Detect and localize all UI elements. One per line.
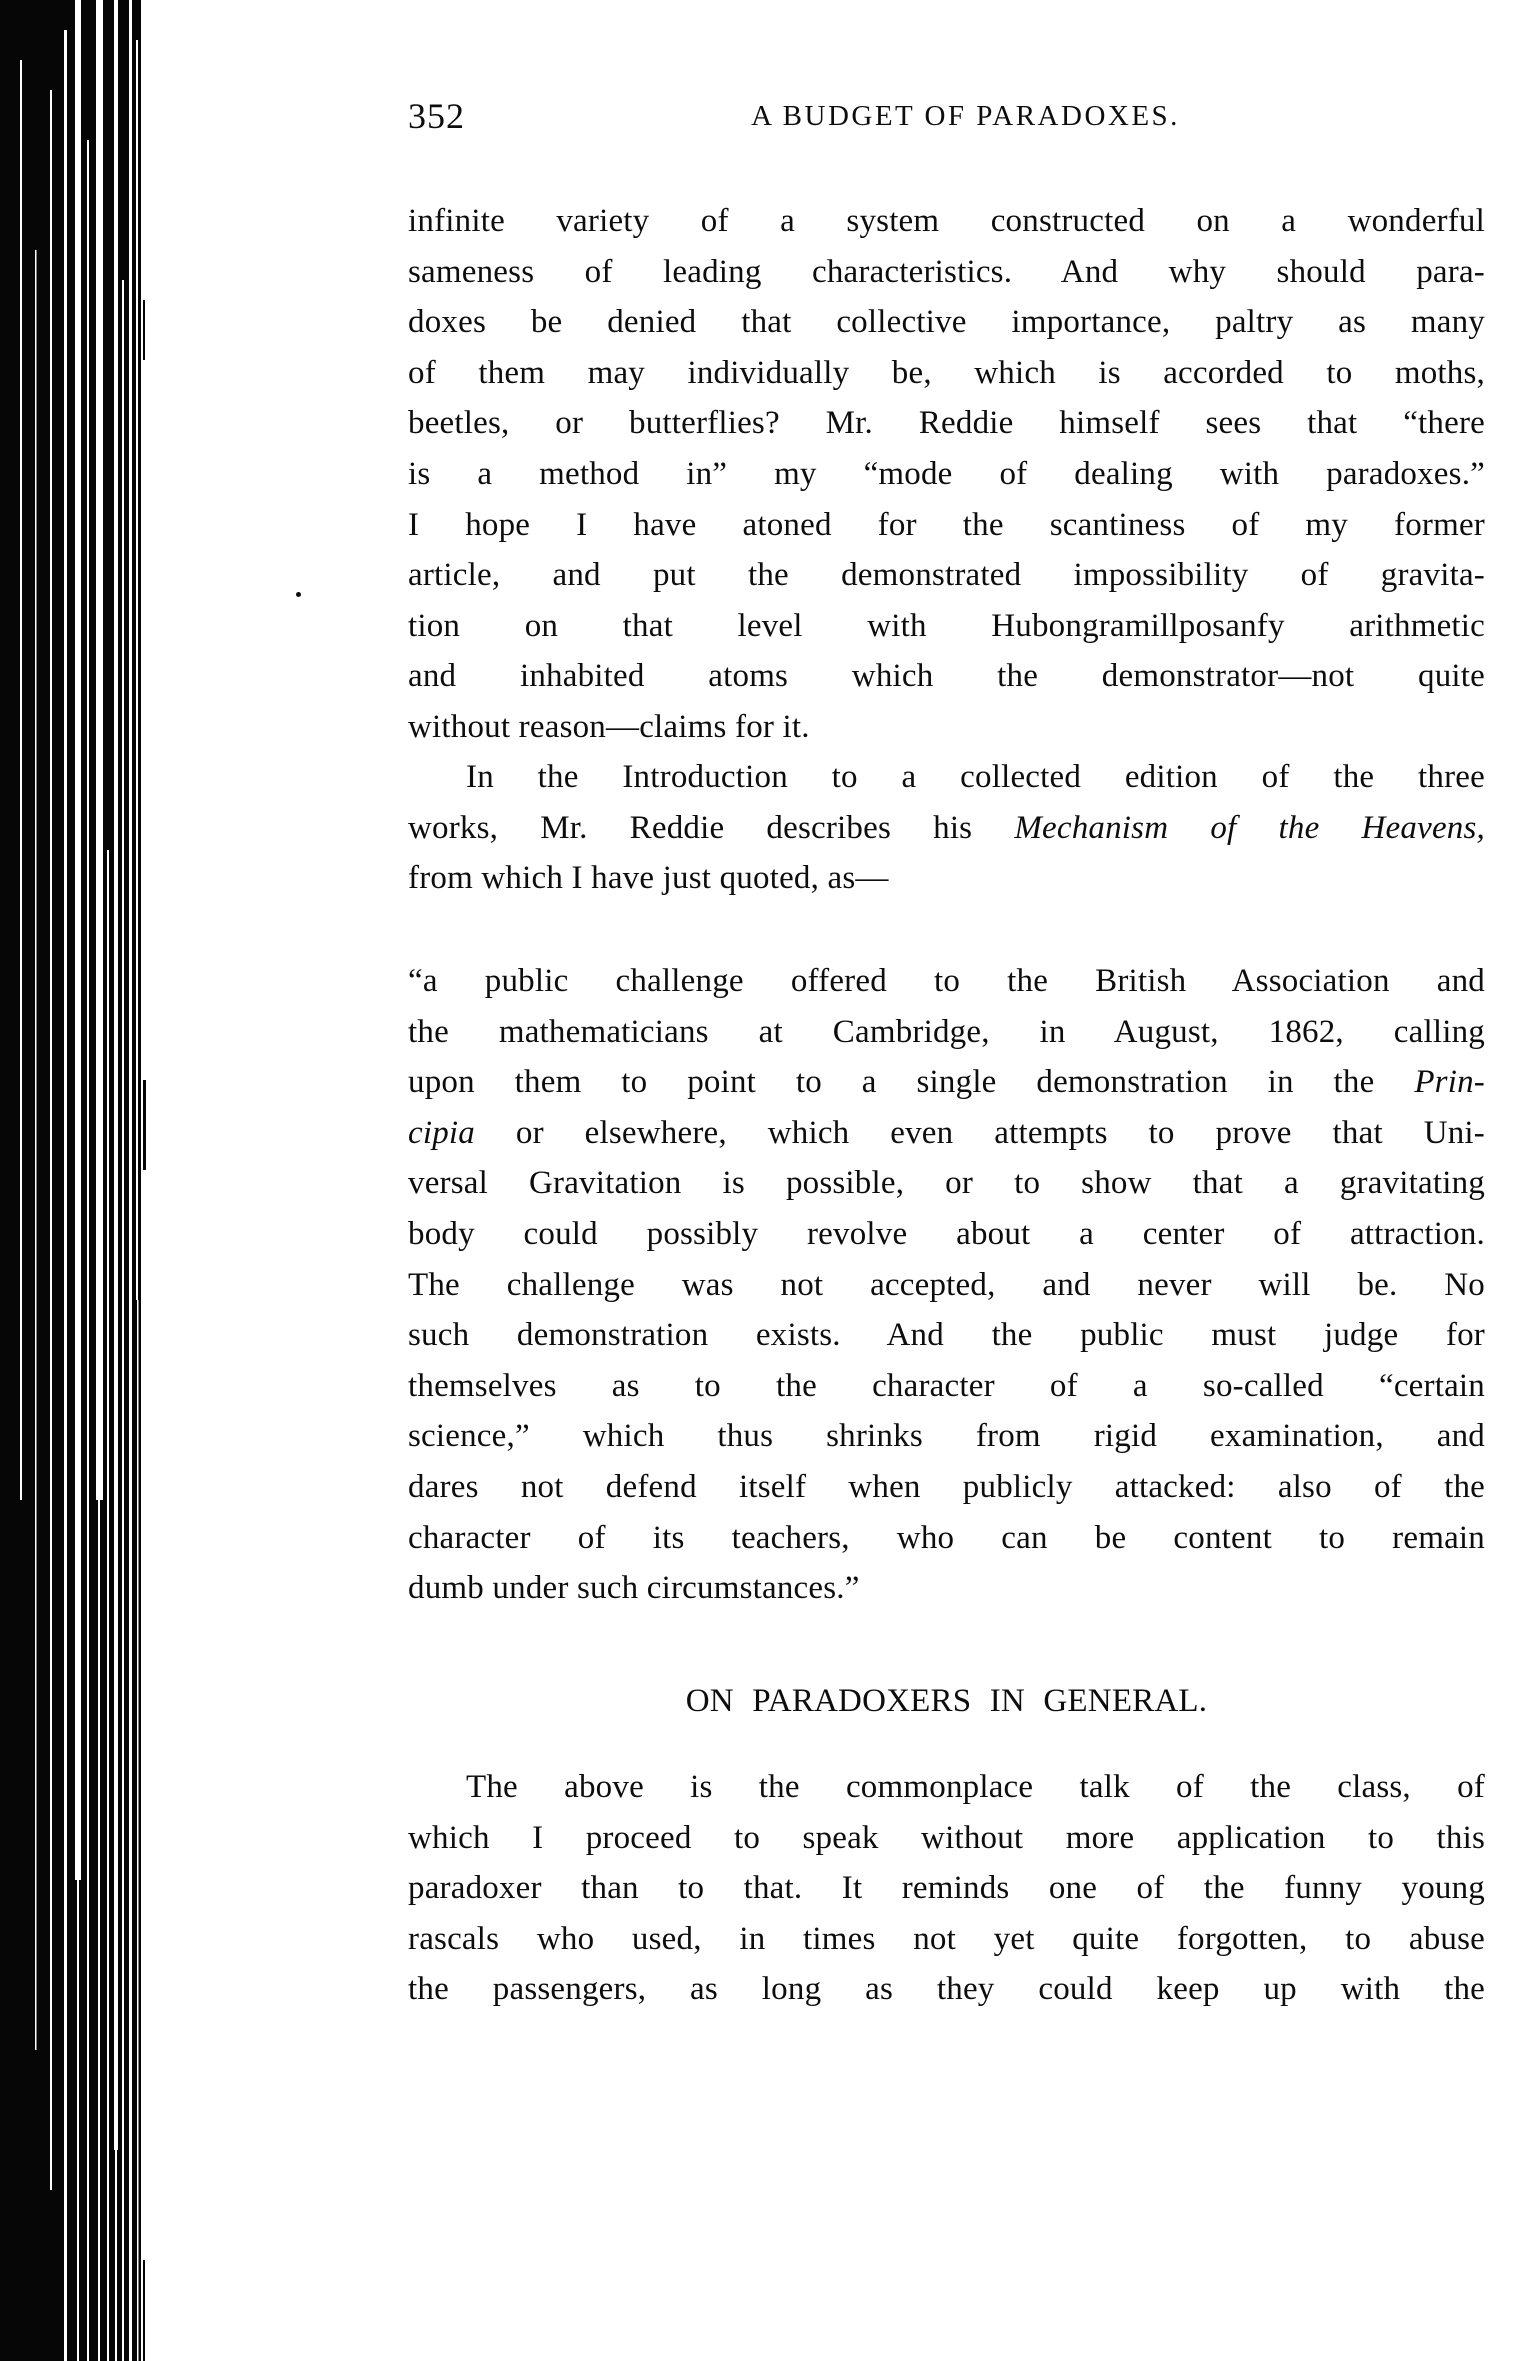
text-segment: is a method in” my “mode of dealing with paradoxes.” (408, 455, 1485, 492)
text-line (408, 1563, 1485, 1614)
text-segment: of them may individually be, which is accorded to moths, (408, 354, 1485, 391)
text-segment: The above is the commonplace talk of the class, of (466, 1769, 1485, 1805)
text-line (408, 449, 1485, 500)
text-segment: I hope I have atoned for the scantiness of my former (408, 506, 1485, 543)
block-quotation (408, 956, 1485, 1614)
text-segment: article, and put the demonstrated impossibility of gravita- (408, 557, 1485, 594)
text-line (408, 1863, 1485, 1914)
text-line (408, 956, 1485, 1007)
text-segment: such demonstration exists. And the public must judge for (408, 1317, 1485, 1354)
text-segment: the passengers, as long as they could keep up with the (408, 1971, 1485, 2008)
text-line (408, 550, 1485, 601)
text-line (408, 1813, 1485, 1864)
text-line (408, 1158, 1485, 1209)
text-segment: works, Mr. Reddie describes his (408, 809, 1015, 846)
paragraph-continuation (408, 196, 1485, 753)
italic-text-segment: Mechanism of the Heavens, (1014, 809, 1485, 846)
text-segment: which I proceed to speak without more application to this (408, 1819, 1485, 1856)
text-segment: In the Introduction to a collected edition of the three (466, 759, 1485, 795)
paragraph-introduction-reference (408, 752, 1485, 904)
text-segment: science,” which thus shrinks from rigid examination, and (408, 1418, 1485, 1455)
text-segment: and inhabited atoms which the demonstrator—not quite (408, 658, 1485, 695)
text-segment: beetles, or butterflies? Mr. Reddie himself sees that “there (408, 405, 1485, 442)
text-line (408, 651, 1485, 702)
binding-shadow (0, 0, 150, 2361)
text-line (408, 297, 1485, 348)
text-line (408, 1914, 1485, 1965)
text-segment: tion on that level with Hubongramillposanfy arithmetic (408, 607, 1485, 644)
text-segment: doxes be denied that collective importance, paltry as many (408, 304, 1485, 341)
page-header (408, 94, 1485, 140)
text-line (408, 1462, 1485, 1513)
text-line (408, 1209, 1485, 1260)
text-segment: dumb under such circumstances.” (408, 1570, 860, 1607)
text-line (408, 247, 1485, 298)
text-line (408, 1513, 1485, 1564)
binding-shadow-graphic (0, 0, 150, 2361)
text-line (408, 1260, 1485, 1311)
text-segment: The challenge was not accepted, and never will be. No (408, 1266, 1485, 1303)
text-line (408, 601, 1485, 652)
text-line (408, 1964, 1485, 2015)
page-number: 352 (408, 96, 465, 136)
text-segment: or elsewhere, which even attempts to prove that Uni- (474, 1114, 1485, 1151)
italic-text-segment: Prin- (1414, 1064, 1485, 1101)
text-segment: the mathematicians at Cambridge, in August, 1862, calling (408, 1013, 1485, 1050)
text-line (408, 1108, 1485, 1159)
text-line (408, 803, 1485, 854)
text-segment: themselves as to the character of a so-called “certain (408, 1367, 1485, 1404)
text-segment: versal Gravitation is possible, or to show that a gravitating (408, 1165, 1485, 1202)
text-line (408, 1762, 1485, 1813)
text-line (408, 1057, 1485, 1108)
text-segment: without reason—claims for it. (408, 708, 810, 745)
text-segment: body could possibly revolve about a center of attraction. (408, 1215, 1485, 1252)
text-line (408, 1411, 1485, 1462)
text-line (408, 1310, 1485, 1361)
text-line (408, 500, 1485, 551)
italic-text-segment: cipia (408, 1114, 475, 1151)
text-line (408, 702, 1485, 753)
text-line (408, 196, 1485, 247)
text-segment: infinite variety of a system constructed on a wonderful (408, 203, 1485, 239)
text-segment: rascals who used, in times not yet quite forgotten, to abuse (408, 1920, 1485, 1957)
text-segment: from which I have just quoted, as— (408, 860, 889, 897)
section-heading: ON PARADOXERS IN GENERAL. (685, 1683, 1208, 1719)
text-segment: sameness of leading characteristics. And why should para- (408, 253, 1485, 290)
running-title: A BUDGET OF PARADOXES. (751, 100, 1180, 132)
text-line (408, 398, 1485, 449)
text-line (408, 1361, 1485, 1412)
text-segment: paradoxer than to that. It reminds one of the funny young (408, 1870, 1485, 1907)
text-segment: upon them to point to a single demonstration in the (408, 1064, 1415, 1101)
text-line (408, 1007, 1485, 1058)
paragraph-on-paradoxers (408, 1762, 1485, 2015)
text-line (408, 348, 1485, 399)
text-line (408, 752, 1485, 803)
text-segment: dares not defend itself when publicly attacked: also of the (408, 1468, 1485, 1505)
text-segment: character of its teachers, who can be content to remain (408, 1519, 1485, 1556)
text-segment: “a public challenge offered to the British Association and (408, 963, 1485, 999)
scan-speck (296, 592, 301, 597)
text-line (408, 853, 1485, 904)
